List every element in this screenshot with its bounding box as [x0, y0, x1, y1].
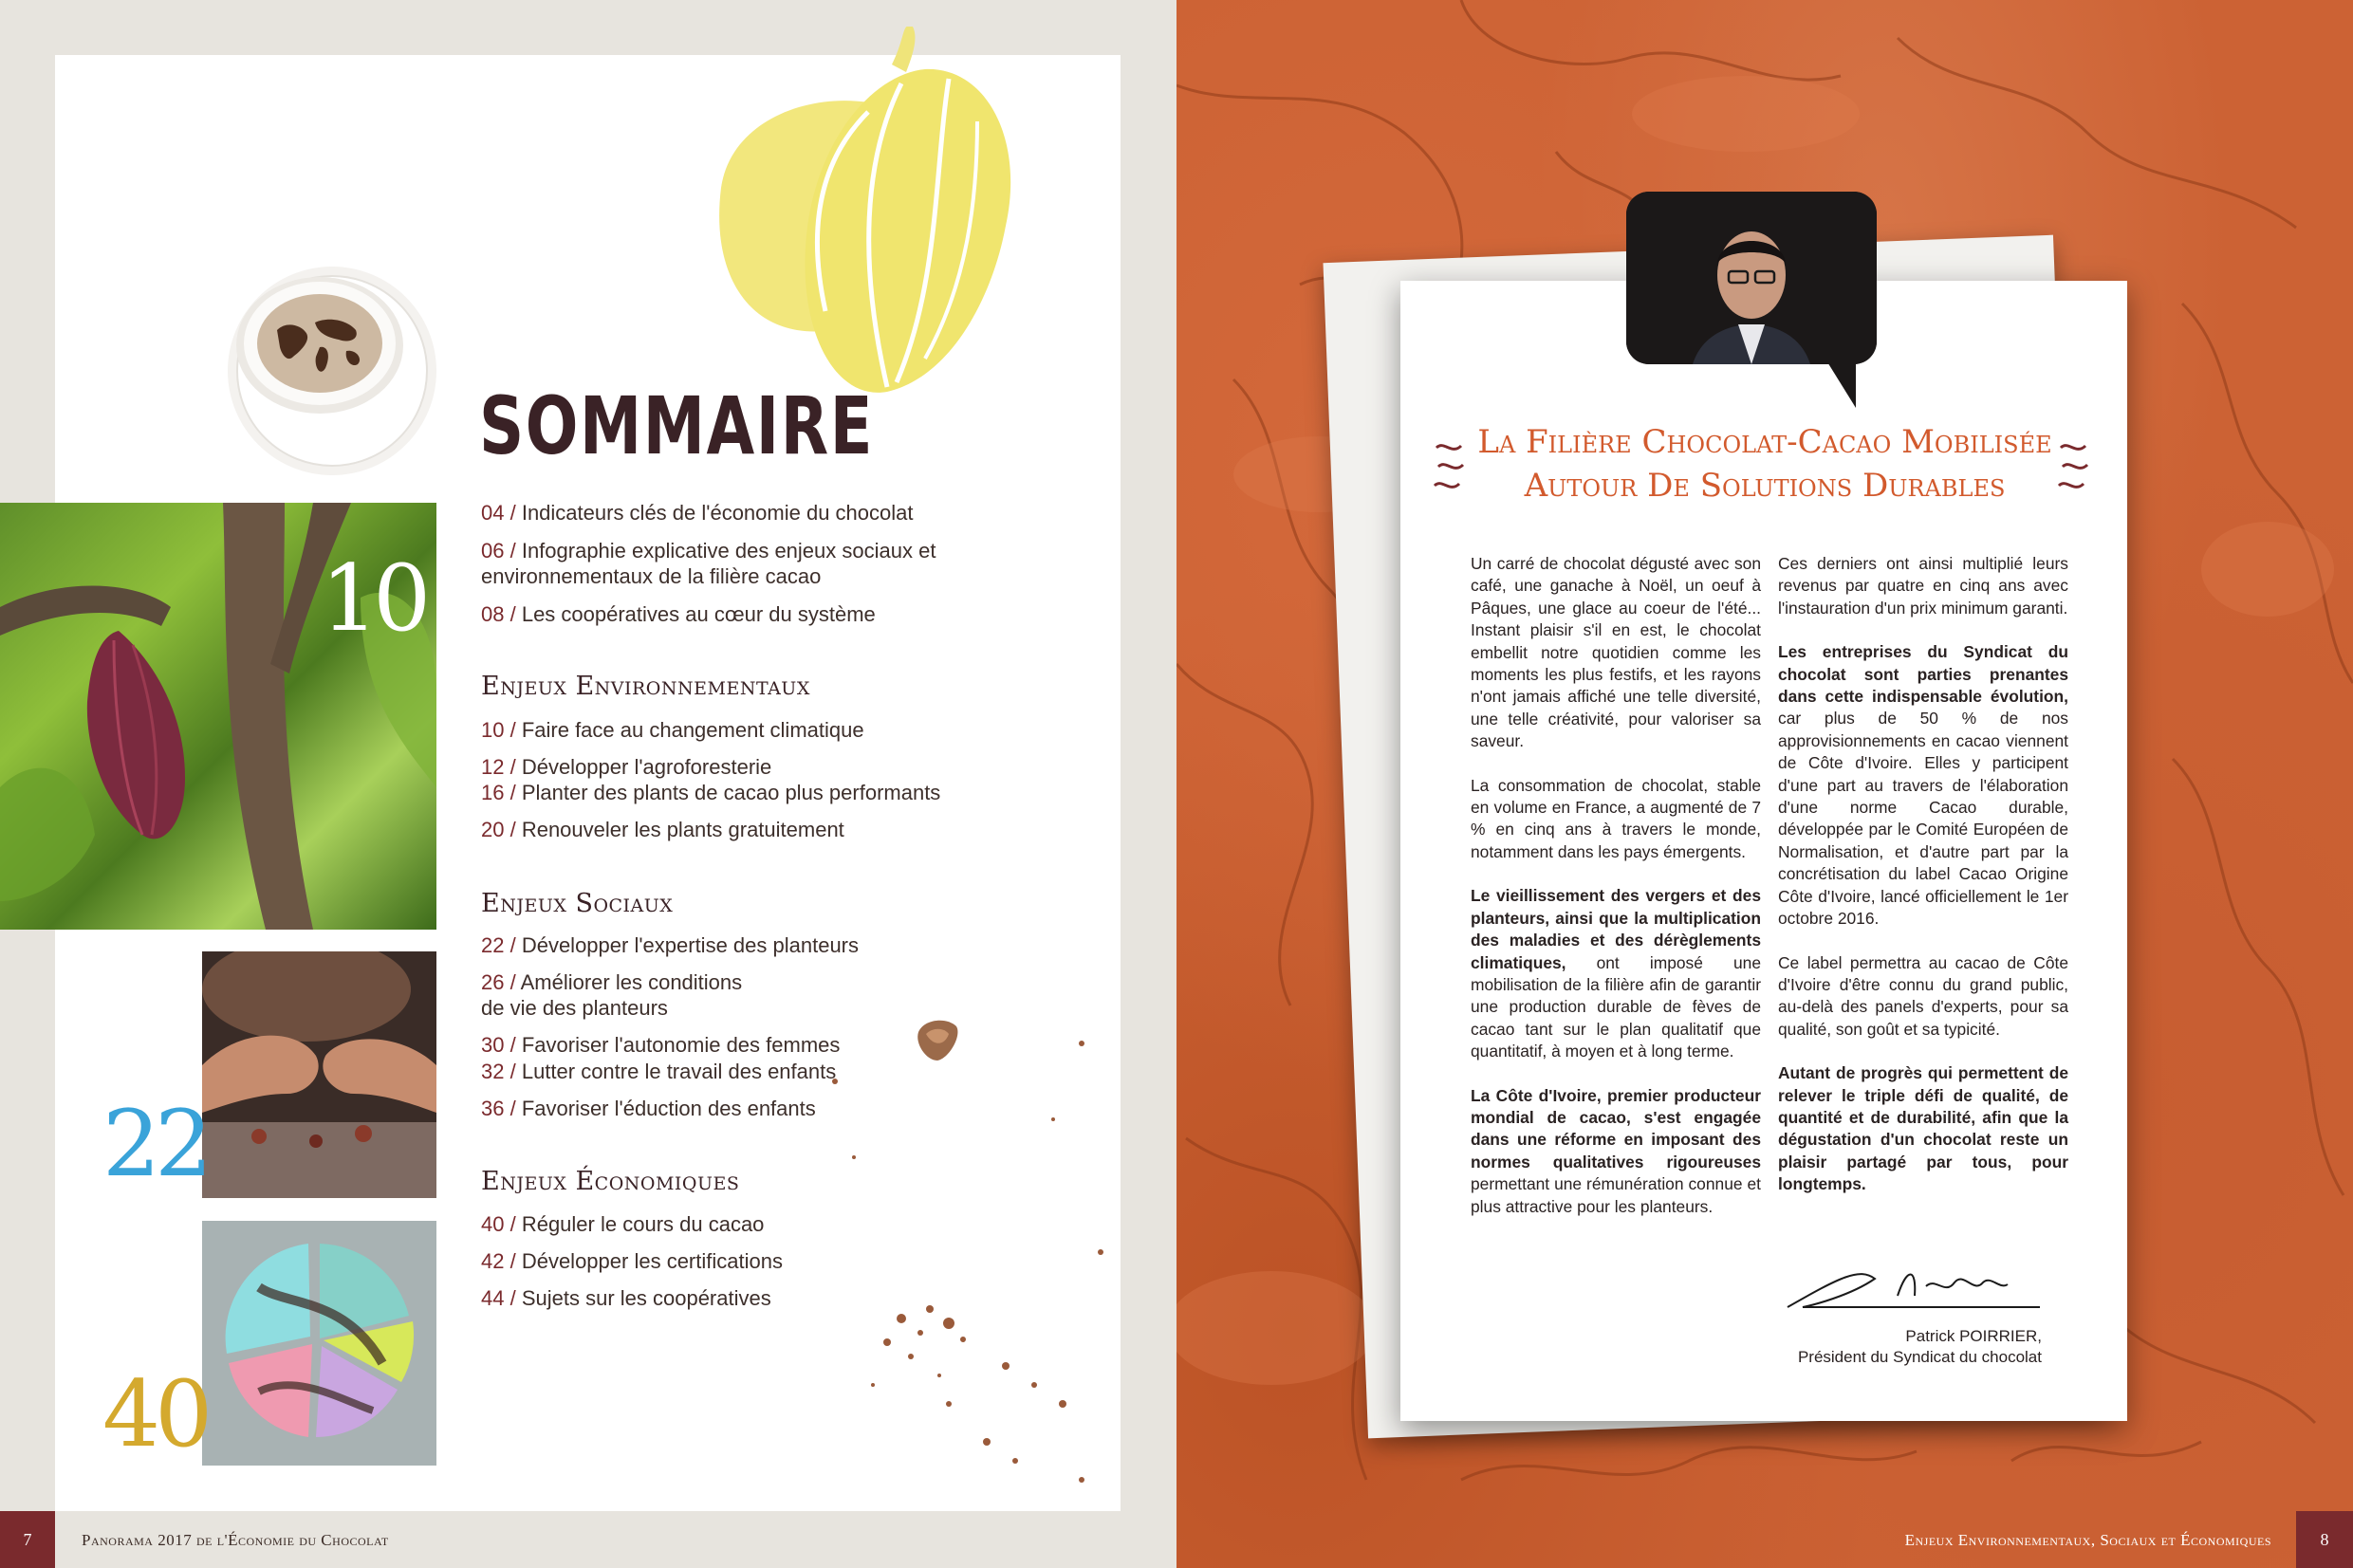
paragraph: La consommation de chocolat, stable en volume en France, a augmenté de 7 % en cinq ans à travers le monde, notamment dans les pays émergents.: [1471, 775, 1761, 861]
article-title-line2: Autour De Solutions Durables: [1524, 467, 2006, 505]
article-column-1: [1471, 553, 1761, 1240]
paragraph: Autant de progrès qui permettent de relever le triple défi de qualité, de quantité et de durabilité, afin que la dégustation d'un chocolat reste un plaisir partagé par tous, pour longtemps.: [1778, 1063, 2068, 1194]
toc-page-number: 06: [481, 539, 505, 563]
paragraph: Ce label permettra au cacao de Côte d'Ivoire d'être connu du grand public, au-delà des panels d'experts, pour sa qualité, son goût et sa typicité.: [1778, 952, 2068, 1039]
signer-block: [1689, 1326, 2042, 1368]
paragraph: Le vieillissement des vergers et des planteurs, ainsi que la multiplication des maladies et des dérèglements climatiques, ont imposé une mobilisation de la filière afin de garantir une production durable de fèves de cacao tant sur le plan qualitatif que quantitatif, à moyen et à long terme.: [1471, 886, 1761, 1061]
toc-item[interactable]: 30 / Favoriser l'autonomie des femmes: [481, 1033, 841, 1057]
toc-section-title: Enjeux Environnementaux: [481, 672, 810, 701]
toc-item[interactable]: 26 / Améliorer les conditions de vie des planteurs: [481, 970, 743, 1020]
toc-item-label: Réguler le cours du cacao: [521, 1212, 765, 1236]
toc-item-label: Développer les certifications: [521, 1249, 783, 1273]
toc-page-number: 12: [481, 755, 505, 779]
page-number: 8: [2296, 1511, 2353, 1568]
toc-item-label: Lutter contre le travail des enfants: [521, 1060, 837, 1083]
toc-item[interactable]: 20 / Renouveler les plants gratuitement: [481, 818, 844, 841]
toc-item-label: Infographie explicative des enjeux sociaux et: [521, 539, 936, 563]
toc-section-title: Enjeux Sociaux: [481, 889, 674, 918]
toc-page-number: 04: [481, 501, 505, 525]
toc-item-label: Favoriser l'autonomie des femmes: [521, 1033, 841, 1057]
cocoa-pod-illustration: [664, 27, 1015, 401]
toc-item-label: Indicateurs clés de l'économie du chocolat: [521, 501, 914, 525]
toc-page-number: 44: [481, 1286, 505, 1310]
toc-item-label: Développer l'agroforesterie: [521, 755, 772, 779]
section-number-10: 10: [321, 545, 426, 652]
chocolate-pie-photo: [202, 1221, 436, 1466]
toc-page-number: 42: [481, 1249, 505, 1273]
toc-page-number: 36: [481, 1097, 505, 1120]
toc-item-label: Planter des plants de cacao plus performants: [521, 781, 941, 804]
speech-bubble-tail: [1822, 353, 1856, 408]
signature: [1784, 1258, 2042, 1315]
article-title: [1442, 420, 2087, 507]
toc-item-label: Les coopératives au cœur du système: [521, 602, 876, 626]
section-number-22: 22: [102, 1091, 208, 1197]
toc-item[interactable]: 16 / Planter des plants de cacao plus performants: [481, 781, 941, 804]
paragraph: La Côte d'Ivoire, premier producteur mondial de cacao, s'est engagée dans une réforme en imposant des normes qualitatives rigoureuses permettant une rémunération connue et plus attractive pour les planteurs.: [1471, 1085, 1761, 1216]
toc-page-number: 16: [481, 781, 505, 804]
toc-item-label: Sujets sur les coopératives: [521, 1286, 771, 1310]
toc-item-label-line2: de vie des planteurs: [481, 996, 668, 1020]
toc-item[interactable]: 42 / Développer les certifications: [481, 1249, 783, 1273]
toc-item-label: Faire face au changement climatique: [521, 718, 864, 742]
paragraph: Les entreprises du Syndicat du chocolat sont parties prenantes dans cette indispensable évolution, car plus de 50 % de nos approvisionnements en cacao viennent de Côte d'Ivoire. Elles y participent d'une part au travers de l'élaboration d'une norme Cacao durable, développée par le Comité Européen de Normalisation, et d'autre part par la concrétisation du label Cacao Origine Côte d'Ivoire, lancé officiellement le 1er octobre 2016.: [1778, 642, 2068, 929]
toc-item-label-line2: environnementaux de la filière cacao: [481, 564, 822, 588]
toc-item[interactable]: 32 / Lutter contre le travail des enfants: [481, 1060, 837, 1083]
article-title-line1: La Filière Chocolat-Cacao Mobilisée: [1477, 423, 2052, 461]
paragraph: Un carré de chocolat dégusté avec son café, une ganache à Noël, un oeuf à Pâques, une glace au coeur de l'été... Instant plaisir s'il en est, le chocolat embellit notre quotidien comme les moments les plus festifs, et les rayons n'ont jamais affiché une telle diversité, une telle créativité, pour valoriser sa saveur.: [1471, 554, 1761, 751]
footer-text: Enjeux Environnementaux, Sociaux et Économiques: [1904, 1531, 2271, 1549]
coffee-cup-image: [225, 264, 439, 478]
toc-item-label: Renouveler les plants gratuitement: [521, 818, 844, 841]
toc-item-label: Améliorer les conditions: [520, 970, 743, 994]
signer-name: Patrick POIRRIER,: [1905, 1327, 2042, 1345]
footer-text: Panorama 2017 de l'Économie du Chocolat: [82, 1531, 389, 1549]
paragraph: Ces derniers ont ainsi multiplié leurs revenus par quatre en cinq ans avec l'instauration d'un prix minimum garanti.: [1778, 554, 2068, 618]
president-portrait: [1626, 192, 1877, 364]
page-number: 7: [0, 1511, 55, 1568]
article-column-2: [1778, 553, 2068, 1218]
toc-item-label: Développer l'expertise des planteurs: [521, 933, 860, 957]
toc-page-number: 08: [481, 602, 505, 626]
toc-page-number: 22: [481, 933, 505, 957]
page-title: SOMMAIRE: [479, 379, 875, 472]
signer-role: Président du Syndicat du chocolat: [1797, 1348, 2042, 1366]
toc-page-number: 20: [481, 818, 505, 841]
toc-section-title: Enjeux Économiques: [481, 1167, 740, 1196]
toc-item[interactable]: 06 / Infographie explicative des enjeux sociaux et environnementaux de la filière cacao: [481, 539, 936, 588]
toc-item[interactable]: 44 / Sujets sur les coopératives: [481, 1286, 771, 1310]
toc-item[interactable]: 10 / Faire face au changement climatique: [481, 718, 864, 742]
toc-page-number: 40: [481, 1212, 505, 1236]
toc-item[interactable]: 22 / Développer l'expertise des planteurs: [481, 933, 860, 957]
planter-hands-photo: [202, 951, 436, 1198]
toc-item-label: Favoriser l'éduction des enfants: [521, 1097, 816, 1120]
toc-page-number: 32: [481, 1060, 505, 1083]
toc-page-number: 10: [481, 718, 505, 742]
toc-item[interactable]: 08 / Les coopératives au cœur du système: [481, 602, 876, 626]
toc-item[interactable]: 12 / Développer l'agroforesterie: [481, 755, 772, 779]
toc-page-number: 26: [481, 970, 505, 994]
toc-item[interactable]: 40 / Réguler le cours du cacao: [481, 1212, 765, 1236]
toc-item[interactable]: 36 / Favoriser l'éduction des enfants: [481, 1097, 816, 1120]
section-number-40: 40: [102, 1361, 208, 1467]
toc-page-number: 30: [481, 1033, 505, 1057]
toc-item[interactable]: 04 / Indicateurs clés de l'économie du chocolat: [481, 501, 914, 525]
